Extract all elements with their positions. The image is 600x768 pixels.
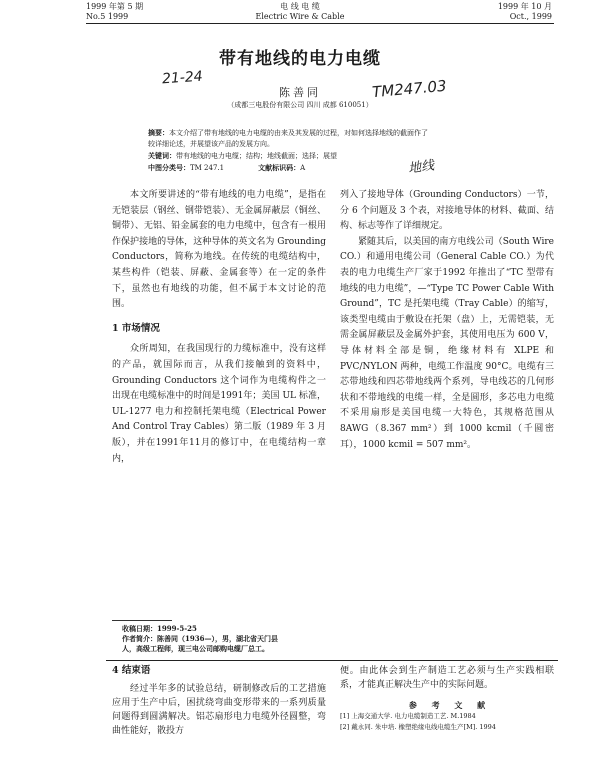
doc-code-label: 文献标识码： [258,163,301,172]
handwritten-scribble: 地线 [407,158,436,177]
author-affiliation: （成都三电股份有限公司 四川 成都 610051） [227,101,373,109]
abstract-label: 摘要： [148,128,169,137]
class-number-value: TM 247.1 [190,164,225,172]
references-heading: 参 考 文 献 [408,700,492,710]
header-rule [86,23,554,24]
footnote [122,624,332,654]
keywords-text: 带有地线的电力电缆；结构；地线截面；选择；展望 [176,152,337,160]
conclusion-paragraph: 经过半年多的试验总结，研制修改后的工艺措施应用于生产中后，困扰绕弯曲变形带来的一系列质量问题得到圆满解决。铝芯扇形电力电缆外径圆整，弯曲性能好，散投方 [112,684,326,736]
author-name: 陈善同 [279,86,321,99]
abstract-line-1: 本文介绍了带有地线的电力电缆的由来及其发展的过程，对如何选择地线的截面作了 [169,129,428,137]
continued-paragraph: 列入了接地导体（Grounding Conductors）一节，分 6 个问题及 3 个表，对接地导体的材料、截面、结构、标志等作了详细规定。 [340,190,554,232]
keywords-label: 关键词： [148,151,176,160]
left-column [112,188,326,467]
footnote-rule [112,620,172,621]
section-1-heading: 1 市场情况 [112,322,160,334]
doc-code-value: A [300,164,306,172]
reference-item-2: [2] 戴永同. 朱中培. 橡塑绝缘电线电缆生产[M]. 1994 [340,723,496,731]
header-center-line1: 电 线 电 缆 [280,2,320,11]
class-number-label: 中图分类号： [148,163,190,172]
header-right-line1: 1999 年 10 月 [497,2,552,11]
author-bio-line-1: 作者简介：陈善同（1936—），男，湖北省天门县 [122,634,278,643]
abstract-block [148,127,528,177]
right-column [340,188,554,453]
abstract-line-2: 较详细论述，并展望该产品的发展方向。 [148,140,274,148]
header-left-line1: 1999 年第 5 期 [86,2,144,11]
journal-date-right [498,2,552,22]
header-left-line2: No.5 1999 [86,12,129,21]
handwritten-class-code: TM247.03 [371,76,448,102]
conclusion-continued-paragraph: 便。由此体会到生产制造工艺必须与生产实践相联系，才能真正解决生产中的实际问题。 [340,666,554,690]
references [340,700,560,733]
conclusion-section [112,662,326,738]
article-separator [106,660,558,661]
author-bio-line-2: 人，高级工程师，现三电公司邮购电缆厂总工。 [122,644,269,653]
section-1-paragraph: 众所周知，在我国现行的力缆标准中，没有这样的产品，就国际而言，从我们接触到的资料中，Grounding Conductors 这个词作为电缆构件之一出现在电缆标准中的时间是1991年；美国 UL 标准，UL-1277 电力和控制托架电缆（Electrical Power And Control Tray Cables）第二版（1989 年 3 月版），并在1991年11月的修订中，在电缆结构一章内， [112,344,326,464]
intro-paragraph: 本文所要讲述的“带有地线的电力电缆”，是指在无铠装层（钢丝、钢带铠装）、无金属屏蔽层（铜丝、铜带）、无铝、铅金属套的电力电缆中，包含有一根用作保护接地的导体，这种导体的英文名为 Grounding Conductors，简称为地线。在传统的电缆结构中，某些构件（铠装、屏蔽、金属套等）在一定的条件下，虽然也有地线的功能，但不属于本文讨论的范围。 [112,190,326,310]
handwritten-page-code: 21-24 [161,68,204,88]
reference-item-1: [1] 上海交通大学. 电力电缆制造工艺. M.1984 [340,712,476,720]
header-right-line2: Oct., 1999 [509,12,552,21]
received-date: 收稿日期：1999-5-25 [122,624,197,633]
conclusion-continued [340,664,554,692]
conclusion-heading: 4 结束语 [112,665,151,676]
manufacturer-paragraph: 紧随其后，以美国的南方电线公司（South Wire CO.）和通用电缆公司（General Cable CO.）为代表的电力电缆生产厂家于1992 年推出了“TC 型带有地线的电力电缆”，—“Type TC Power Cable With Ground”，TC 是托架电缆（Tray Cable）的缩写，该类型电缆由于敷设在托架（盘）上，无需铠装，无需金属屏蔽层及金属外护套，其使用电压为 600 V，导体材料全部是铜，绝缘材料有 XLPE 和 PVC/NYLON 两种，电缆工作温度 90°C。电缆有三芯带地线和四芯带地线两个系列，导电线芯的几何形状和不带地线的电缆一样，全是圆形，多芯电力电缆不采用扇形是美国电缆一大特色，其规格范围从 8AWG（8.367 mm²）到 1000 kcmil（千圆密耳），1000 kcmil = 507 mm²。 [340,236,554,450]
paper-title: 带有地线的电力电缆 [219,49,381,69]
header-center-line2: Electric Wire & Cable [255,12,345,21]
